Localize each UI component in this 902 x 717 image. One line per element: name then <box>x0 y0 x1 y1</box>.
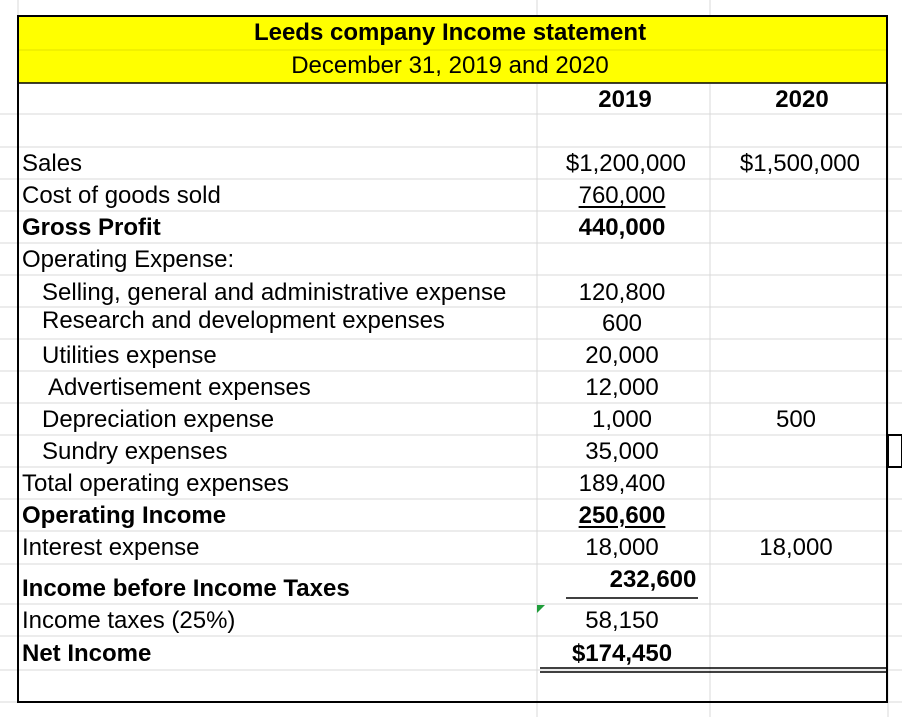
row-label-utilities: Utilities expense <box>42 342 217 369</box>
value-2019-total-operating-expenses: 189,400 <box>578 470 666 497</box>
row-label-sga: Selling, general and administrative expense <box>42 279 507 306</box>
row-label-total-operating-expenses: Total operating expenses <box>22 470 289 497</box>
row-label-rnd: Research and development expenses <box>42 307 445 334</box>
value-2019-utilities: 20,000 <box>585 342 659 369</box>
statement-title: Leeds company Income statement <box>253 19 647 46</box>
row-label-income-taxes: Income taxes (25%) <box>22 607 236 634</box>
row-label-sundry: Sundry expenses <box>42 438 228 465</box>
statement-subtitle: December 31, 2019 and 2020 <box>291 52 609 79</box>
value-2019-rnd: 600 <box>601 310 643 337</box>
row-label-depreciation: Depreciation expense <box>42 406 275 433</box>
row-label-gross-profit: Gross Profit <box>22 214 161 241</box>
row-label-cogs: Cost of goods sold <box>22 182 221 209</box>
value-2019-sundry: 35,000 <box>585 438 659 465</box>
value-2019-gross-profit: 440,000 <box>578 214 666 241</box>
value-2020-depreciation: 500 <box>775 406 817 433</box>
row-label-sales: Sales <box>22 150 83 177</box>
value-2019-interest-expense: 18,000 <box>585 534 659 561</box>
value-2019-advertisement: 12,000 <box>585 374 659 401</box>
value-2019-cogs: 760,000 <box>578 182 666 209</box>
error-marker-triangle <box>537 605 545 613</box>
value-2020-interest-expense: 18,000 <box>759 534 833 561</box>
row-label-interest-expense: Interest expense <box>22 534 200 561</box>
row-label-operating-expense-header: Operating Expense: <box>22 246 235 273</box>
value-2019-income-before-taxes: 232,600 <box>609 566 697 593</box>
value-2019-operating-income: 250,600 <box>578 502 666 529</box>
value-2019-net-income: $174,450 <box>571 640 673 667</box>
value-2019-sga: 120,800 <box>578 279 666 306</box>
row-label-net-income: Net Income <box>22 640 152 667</box>
row-label-operating-income: Operating Income <box>22 502 227 529</box>
column-header-2020: 2020 <box>775 86 829 113</box>
value-2020-sales: $1,500,000 <box>739 150 860 177</box>
value-2019-income-taxes: 58,150 <box>585 607 659 634</box>
row-label-income-before-taxes: Income before Income Taxes <box>22 575 350 602</box>
value-2019-sales: $1,200,000 <box>565 150 686 177</box>
value-2019-depreciation: 1,000 <box>591 406 653 433</box>
column-header-2019: 2019 <box>598 86 652 113</box>
row-label-advertisement: Advertisement expenses <box>48 374 311 401</box>
